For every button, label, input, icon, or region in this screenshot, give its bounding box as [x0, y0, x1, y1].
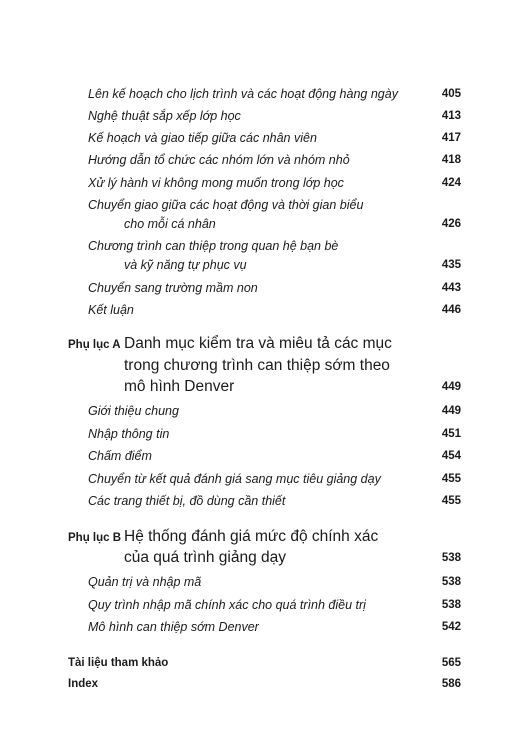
toc-entry-title: Mô hình can thiệp sớm Denver	[88, 620, 259, 634]
toc-page-number: 413	[441, 110, 461, 122]
toc-page-number: 405	[441, 88, 461, 100]
toc-entry-title: Quản trị và nhập mã	[88, 575, 202, 589]
appendix-label: Phụ lục B	[68, 532, 122, 544]
appendix-label: Phụ lục A	[68, 339, 121, 351]
toc-page-number: 455	[441, 473, 461, 485]
toc-page-number: 542	[441, 621, 461, 633]
appendix-title-line: mô hình Denver	[124, 378, 235, 395]
toc-entry-title: Chương trình can thiệp trong quan hệ bạn bè	[88, 239, 339, 253]
toc-entry-title: Chuyển giao giữa các hoạt động và thời gian biểu	[88, 198, 364, 212]
toc-entry-title: Chuyển sang trường mầm non	[88, 281, 258, 295]
toc-entry-title: Kế hoạch và giao tiếp giữa các nhân viên	[88, 131, 317, 145]
toc-page-number: 417	[441, 132, 461, 144]
toc-page-number: 565	[441, 657, 461, 669]
toc-page-number: 418	[441, 154, 461, 166]
toc-entry-continuation: và kỹ năng tự phục vụ	[124, 258, 247, 272]
toc-entry-title: Nhập thông tin	[88, 427, 170, 441]
toc-page-number: 426	[441, 218, 461, 230]
toc-entry-title: Chấm điểm	[88, 449, 152, 463]
toc-page-number: 454	[441, 450, 461, 462]
toc-entry-title: Giới thiệu chung	[88, 404, 179, 418]
appendix-title-line: Danh mục kiểm tra và miêu tả các mục	[124, 335, 392, 352]
toc-entry-title: Nghệ thuật sắp xếp lớp học	[88, 109, 241, 123]
toc-page-number: 424	[441, 177, 461, 189]
references-title: Tài liệu tham khảo	[68, 657, 169, 669]
toc-page-number: 435	[441, 259, 461, 271]
index-title: Index	[68, 678, 99, 690]
toc-page-number: 449	[441, 381, 461, 393]
toc-entry-title: Lên kế hoạch cho lịch trình và các hoạt động hàng ngày	[88, 87, 398, 101]
toc-page-number: 538	[441, 599, 461, 611]
toc-entry-continuation: cho mỗi cá nhân	[124, 217, 216, 231]
appendix-title-line: trong chương trình can thiệp sớm theo	[124, 357, 390, 374]
toc-page-number: 538	[441, 552, 461, 564]
appendix-title-line: của quá trình giảng dạy	[124, 549, 287, 566]
toc-entry-title: Xử lý hành vi không mong muốn trong lớp học	[88, 176, 344, 190]
toc-page-number: 449	[441, 405, 461, 417]
toc-page-number: 443	[441, 282, 461, 294]
toc-entry-title: Hướng dẫn tổ chức các nhóm lớn và nhóm nhỏ	[88, 153, 350, 167]
toc-page-number: 586	[441, 678, 461, 690]
toc-entry-title: Kết luận	[88, 303, 134, 317]
toc-page-number: 451	[441, 428, 461, 440]
appendix-title-line: Hệ thống đánh giá mức độ chính xác	[124, 528, 379, 545]
toc-entry-title: Chuyển từ kết quả đánh giá sang mục tiêu giảng dạy	[88, 472, 381, 486]
toc-entry-title: Các trang thiết bị, đồ dùng cần thiết	[88, 494, 286, 508]
toc-page-number: 455	[441, 495, 461, 507]
toc-page-number: 446	[441, 304, 461, 316]
toc-page-number: 538	[441, 576, 461, 588]
toc-entry-title: Quy trình nhập mã chính xác cho quá trình điều trị	[88, 598, 366, 612]
